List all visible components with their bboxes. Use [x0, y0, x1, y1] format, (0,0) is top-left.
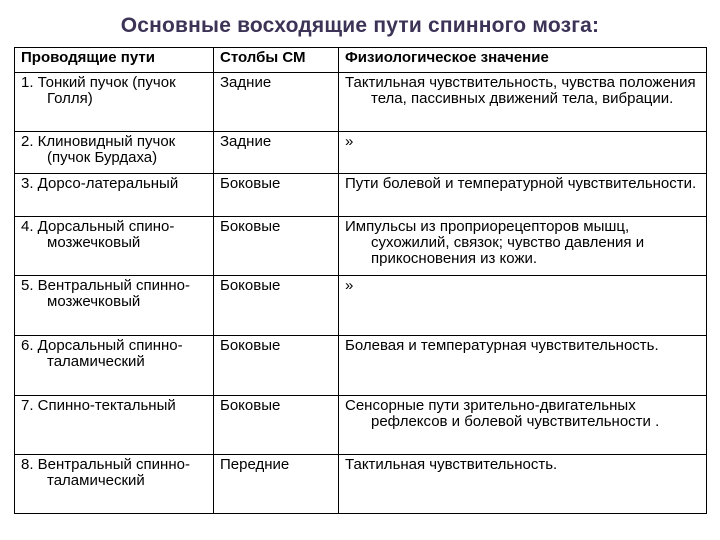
table-row [15, 217, 707, 276]
pathway-name: 2. Клиновидный пучок (пучок Бурдаха) [21, 133, 176, 166]
pathway-cell [15, 336, 214, 396]
significance-cell [339, 396, 707, 455]
pathway-cell [15, 455, 214, 514]
table-row [15, 73, 707, 132]
column-cell [214, 276, 339, 336]
physiological-significance: Сенсорные пути зрительно-двигательных рефлексов и болевой чувствительности . [345, 397, 660, 430]
pathway-cell [15, 174, 214, 217]
physiological-significance: Импульсы из проприорецепторов мышц, сухожилий, связок; чувство давления и прикосновения из кожи. [345, 218, 645, 267]
pathway-name: 7. Спинно-тектальный [21, 397, 176, 414]
table-row [15, 174, 707, 217]
ascending-pathways-table [14, 47, 707, 514]
column-cell [214, 217, 339, 276]
header-pathways: Проводящие пути [15, 48, 214, 73]
spinal-column: Боковые [220, 337, 281, 354]
table-header-row [15, 48, 707, 73]
pathway-name: 3. Дорсо-латеральный [21, 175, 179, 192]
header-columns: Столбы СМ [214, 48, 339, 73]
spinal-column: Боковые [220, 175, 281, 192]
column-cell [214, 396, 339, 455]
table-row [15, 336, 707, 396]
physiological-significance: » [345, 133, 354, 150]
significance-cell [339, 217, 707, 276]
physiological-significance: » [345, 277, 354, 294]
significance-cell [339, 132, 707, 174]
physiological-significance: Болевая и температурная чувствительность. [345, 337, 659, 354]
significance-cell [339, 276, 707, 336]
slide-title: Основные восходящие пути спинного мозга: [120, 14, 600, 37]
significance-cell [339, 455, 707, 514]
column-cell [214, 73, 339, 132]
spinal-column: Боковые [220, 218, 281, 235]
pathway-cell [15, 396, 214, 455]
table-row [15, 455, 707, 514]
table-row [15, 396, 707, 455]
pathway-cell [15, 217, 214, 276]
significance-cell [339, 336, 707, 396]
column-cell [214, 132, 339, 174]
spinal-column: Задние [220, 74, 272, 91]
pathway-name: 8. Вентральный спинно-таламический [21, 456, 190, 489]
physiological-significance: Тактильная чувствительность, чувства положения тела, пассивных движений тела, вибрации. [345, 74, 696, 107]
significance-cell [339, 73, 707, 132]
pathway-name: 5. Вентральный спинно-мозжечковый [21, 277, 190, 310]
spinal-column: Боковые [220, 277, 281, 294]
spinal-column: Задние [220, 133, 272, 150]
header-significance: Физиологическое значение [339, 48, 707, 73]
pathway-name: 4. Дорсальный спино-мозжечковый [21, 218, 175, 251]
spinal-column: Боковые [220, 397, 281, 414]
pathway-cell [15, 132, 214, 174]
pathway-cell [15, 73, 214, 132]
physiological-significance: Пути болевой и температурной чувствительности. [345, 175, 697, 192]
pathway-name: 6. Дорсальный спинно-таламический [21, 337, 183, 370]
significance-cell [339, 174, 707, 217]
pathway-cell [15, 276, 214, 336]
pathway-name: 1. Тонкий пучок (пучок Голля) [21, 74, 176, 107]
column-cell [214, 174, 339, 217]
column-cell [214, 455, 339, 514]
spinal-column: Передние [220, 456, 290, 473]
column-cell [214, 336, 339, 396]
table-row [15, 132, 707, 174]
physiological-significance: Тактильная чувствительность. [345, 456, 558, 473]
table-row [15, 276, 707, 336]
